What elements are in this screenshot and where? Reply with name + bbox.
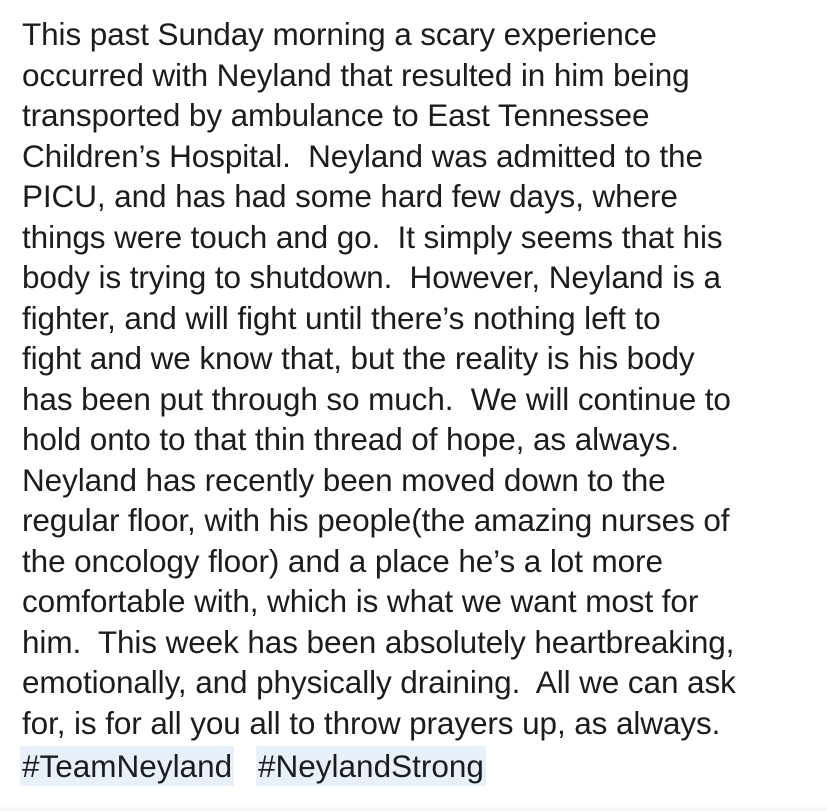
post-text-line: hold onto to that thin thread of hope, as always. xyxy=(22,421,680,457)
post-text-line: has been put through so much. We will continue to xyxy=(22,381,731,417)
post-text-line: the oncology floor) and a place he’s a lot more xyxy=(22,543,663,579)
post-text-line: occurred with Neyland that resulted in him being xyxy=(22,57,690,93)
post-text-line: for, is for all you all to throw prayers up, as always. xyxy=(22,705,721,741)
post-text-line: body is trying to shutdown. However, Neyland is a xyxy=(22,259,721,295)
post-text-line: This past Sunday morning a scary experience xyxy=(22,16,657,52)
post-text-line: fight and we know that, but the reality is his body xyxy=(22,340,695,376)
post-text-line: Neyland has recently been moved down to the xyxy=(22,462,666,498)
hashtag-team-neyland[interactable]: #TeamNeyland xyxy=(22,748,233,784)
post-text-line: fighter, and will fight until there’s nothing left to xyxy=(22,300,661,336)
post-text-line: PICU, and has had some hard few days, where xyxy=(22,178,678,214)
post-text-line: Children’s Hospital. Neyland was admitted to the xyxy=(22,138,703,174)
post-text-line: transported by ambulance to East Tennessee xyxy=(22,97,650,133)
bottom-edge xyxy=(0,805,827,811)
post-text-line: regular floor, with his people(the amazing nurses of xyxy=(22,502,730,538)
hashtag-neyland-strong[interactable]: #NeylandStrong xyxy=(258,748,484,784)
post-text-line: him. This week has been absolutely heartbreaking, xyxy=(22,624,735,660)
post-text-line: emotionally, and physically draining. All we can ask xyxy=(22,664,736,700)
post-text-line: things were touch and go. It simply seems that his xyxy=(22,219,723,255)
post-text-line: comfortable with, which is what we want most for xyxy=(22,583,699,619)
